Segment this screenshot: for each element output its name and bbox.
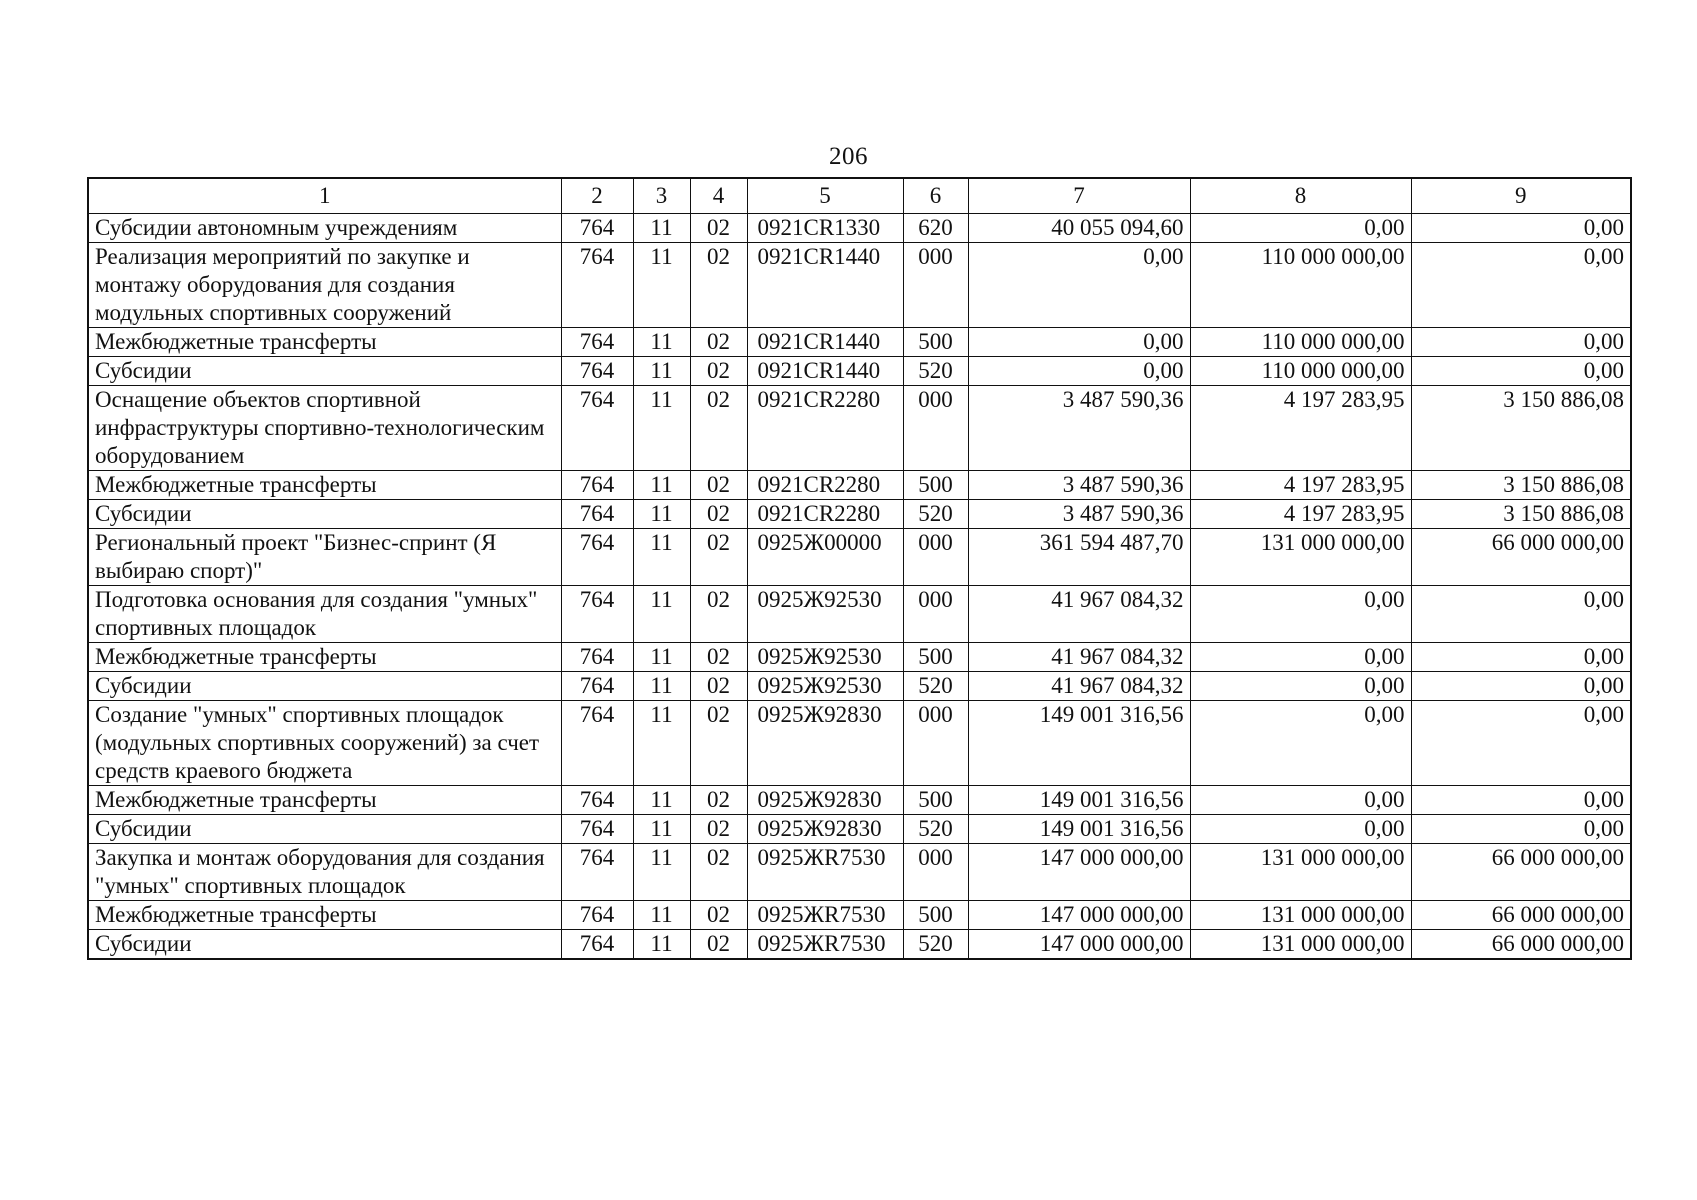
row-amount-cell: 110 000 000,00 [1190, 243, 1411, 328]
row-name-cell: Региональный проект "Бизнес-спринт (Я выбираю спорт)" [88, 529, 561, 586]
row-name-cell: Субсидии [88, 672, 561, 701]
table-body [88, 214, 1631, 960]
row-code-cell: 764 [561, 386, 633, 471]
table-row [88, 586, 1631, 643]
row-amount-cell: 0,00 [968, 243, 1190, 328]
header-cell: 5 [747, 178, 903, 214]
table-row [88, 901, 1631, 930]
row-code-cell: 0921CR1440 [747, 328, 903, 357]
table-row [88, 214, 1631, 243]
row-amount-cell: 0,00 [1190, 672, 1411, 701]
table-row [88, 815, 1631, 844]
row-amount-cell: 0,00 [1190, 815, 1411, 844]
row-code-cell: 02 [690, 815, 747, 844]
row-code-cell: 11 [633, 500, 690, 529]
row-code-cell: 02 [690, 930, 747, 960]
row-code-cell: 500 [903, 786, 968, 815]
table-row [88, 701, 1631, 786]
row-code-cell: 02 [690, 701, 747, 786]
row-code-cell: 0921CR1440 [747, 357, 903, 386]
row-code-cell: 11 [633, 529, 690, 586]
row-amount-cell: 0,00 [1411, 328, 1631, 357]
row-code-cell: 764 [561, 901, 633, 930]
row-amount-cell: 3 487 590,36 [968, 386, 1190, 471]
row-code-cell: 02 [690, 672, 747, 701]
row-amount-cell: 0,00 [1190, 786, 1411, 815]
row-code-cell: 11 [633, 844, 690, 901]
row-amount-cell: 0,00 [1190, 701, 1411, 786]
row-code-cell: 520 [903, 500, 968, 529]
row-code-cell: 0925Ж92530 [747, 586, 903, 643]
row-code-cell: 11 [633, 214, 690, 243]
row-code-cell: 11 [633, 386, 690, 471]
table-row [88, 471, 1631, 500]
header-cell: 7 [968, 178, 1190, 214]
row-amount-cell: 41 967 084,32 [968, 586, 1190, 643]
header-row [88, 178, 1631, 214]
row-code-cell: 02 [690, 901, 747, 930]
row-code-cell: 0925Ж92830 [747, 815, 903, 844]
row-name-cell: Межбюджетные трансферты [88, 786, 561, 815]
row-code-cell: 620 [903, 214, 968, 243]
row-code-cell: 0921CR1330 [747, 214, 903, 243]
row-amount-cell: 3 150 886,08 [1411, 386, 1631, 471]
row-code-cell: 764 [561, 815, 633, 844]
row-amount-cell: 3 487 590,36 [968, 471, 1190, 500]
row-code-cell: 02 [690, 844, 747, 901]
row-amount-cell: 4 197 283,95 [1190, 386, 1411, 471]
row-amount-cell: 40 055 094,60 [968, 214, 1190, 243]
row-amount-cell: 66 000 000,00 [1411, 844, 1631, 901]
header-cell: 1 [88, 178, 561, 214]
row-amount-cell: 0,00 [1190, 214, 1411, 243]
table-row [88, 500, 1631, 529]
row-amount-cell: 0,00 [968, 328, 1190, 357]
row-amount-cell: 0,00 [968, 357, 1190, 386]
row-name-cell: Межбюджетные трансферты [88, 901, 561, 930]
row-code-cell: 500 [903, 328, 968, 357]
row-name-cell: Субсидии автономным учреждениям [88, 214, 561, 243]
table-row [88, 930, 1631, 960]
row-code-cell: 0925Ж92830 [747, 786, 903, 815]
row-code-cell: 000 [903, 243, 968, 328]
row-code-cell: 500 [903, 471, 968, 500]
row-code-cell: 764 [561, 930, 633, 960]
row-code-cell: 764 [561, 243, 633, 328]
row-code-cell: 0925Ж00000 [747, 529, 903, 586]
row-name-cell: Оснащение объектов спортивной инфраструктуры спортивно-технологическим оборудованием [88, 386, 561, 471]
header-cell: 2 [561, 178, 633, 214]
row-amount-cell: 149 001 316,56 [968, 701, 1190, 786]
row-code-cell: 764 [561, 214, 633, 243]
row-code-cell: 0921CR1440 [747, 243, 903, 328]
row-code-cell: 000 [903, 386, 968, 471]
row-code-cell: 520 [903, 357, 968, 386]
row-amount-cell: 66 000 000,00 [1411, 901, 1631, 930]
row-amount-cell: 147 000 000,00 [968, 901, 1190, 930]
row-amount-cell: 0,00 [1411, 672, 1631, 701]
page-number: 206 [829, 143, 868, 170]
row-name-cell: Межбюджетные трансферты [88, 643, 561, 672]
table-row [88, 786, 1631, 815]
row-code-cell: 11 [633, 471, 690, 500]
table-row [88, 643, 1631, 672]
row-code-cell: 02 [690, 243, 747, 328]
row-code-cell: 764 [561, 500, 633, 529]
row-amount-cell: 41 967 084,32 [968, 672, 1190, 701]
row-amount-cell: 361 594 487,70 [968, 529, 1190, 586]
row-code-cell: 11 [633, 643, 690, 672]
row-code-cell: 764 [561, 672, 633, 701]
row-amount-cell: 3 150 886,08 [1411, 500, 1631, 529]
table-row [88, 243, 1631, 328]
row-name-cell: Межбюджетные трансферты [88, 471, 561, 500]
row-amount-cell: 3 150 886,08 [1411, 471, 1631, 500]
row-amount-cell: 149 001 316,56 [968, 815, 1190, 844]
row-code-cell: 0921CR2280 [747, 386, 903, 471]
row-amount-cell: 110 000 000,00 [1190, 357, 1411, 386]
row-name-cell: Подготовка основания для создания "умных" спортивных площадок [88, 586, 561, 643]
row-code-cell: 764 [561, 701, 633, 786]
row-code-cell: 02 [690, 786, 747, 815]
row-code-cell: 11 [633, 930, 690, 960]
row-code-cell: 500 [903, 901, 968, 930]
row-amount-cell: 0,00 [1411, 214, 1631, 243]
row-amount-cell: 149 001 316,56 [968, 786, 1190, 815]
row-amount-cell: 0,00 [1190, 586, 1411, 643]
row-amount-cell: 0,00 [1411, 243, 1631, 328]
row-amount-cell: 131 000 000,00 [1190, 901, 1411, 930]
header-cell: 6 [903, 178, 968, 214]
header-cell: 8 [1190, 178, 1411, 214]
row-code-cell: 11 [633, 901, 690, 930]
row-amount-cell: 0,00 [1411, 357, 1631, 386]
row-code-cell: 000 [903, 701, 968, 786]
row-amount-cell: 4 197 283,95 [1190, 500, 1411, 529]
row-name-cell: Субсидии [88, 357, 561, 386]
row-amount-cell: 3 487 590,36 [968, 500, 1190, 529]
row-amount-cell: 0,00 [1190, 643, 1411, 672]
table-row [88, 328, 1631, 357]
row-code-cell: 02 [690, 357, 747, 386]
row-amount-cell: 147 000 000,00 [968, 844, 1190, 901]
row-code-cell: 764 [561, 529, 633, 586]
table-row [88, 844, 1631, 901]
row-code-cell: 500 [903, 643, 968, 672]
table-row [88, 386, 1631, 471]
row-amount-cell: 131 000 000,00 [1190, 930, 1411, 960]
row-name-cell: Субсидии [88, 930, 561, 960]
row-code-cell: 000 [903, 844, 968, 901]
row-code-cell: 02 [690, 500, 747, 529]
budget-table [87, 177, 1632, 960]
row-name-cell: Межбюджетные трансферты [88, 328, 561, 357]
row-code-cell: 02 [690, 529, 747, 586]
row-amount-cell: 41 967 084,32 [968, 643, 1190, 672]
row-code-cell: 02 [690, 214, 747, 243]
row-name-cell: Субсидии [88, 500, 561, 529]
table-row [88, 672, 1631, 701]
row-code-cell: 764 [561, 328, 633, 357]
row-code-cell: 0925ЖR7530 [747, 844, 903, 901]
row-code-cell: 764 [561, 844, 633, 901]
row-code-cell: 11 [633, 357, 690, 386]
row-amount-cell: 0,00 [1411, 786, 1631, 815]
row-amount-cell: 147 000 000,00 [968, 930, 1190, 960]
row-code-cell: 0925ЖR7530 [747, 930, 903, 960]
row-code-cell: 11 [633, 786, 690, 815]
row-amount-cell: 0,00 [1411, 701, 1631, 786]
row-amount-cell: 66 000 000,00 [1411, 529, 1631, 586]
row-amount-cell: 131 000 000,00 [1190, 529, 1411, 586]
row-code-cell: 0925Ж92530 [747, 672, 903, 701]
row-code-cell: 764 [561, 586, 633, 643]
row-amount-cell: 0,00 [1411, 815, 1631, 844]
row-amount-cell: 66 000 000,00 [1411, 930, 1631, 960]
header-cell: 3 [633, 178, 690, 214]
row-code-cell: 000 [903, 529, 968, 586]
row-name-cell: Субсидии [88, 815, 561, 844]
row-code-cell: 0925ЖR7530 [747, 901, 903, 930]
row-amount-cell: 131 000 000,00 [1190, 844, 1411, 901]
row-code-cell: 764 [561, 357, 633, 386]
row-code-cell: 764 [561, 643, 633, 672]
row-name-cell: Создание "умных" спортивных площадок (модульных спортивных сооружений) за счет средств краевого бюджета [88, 701, 561, 786]
row-code-cell: 11 [633, 243, 690, 328]
row-code-cell: 764 [561, 471, 633, 500]
row-code-cell: 0921CR2280 [747, 500, 903, 529]
row-code-cell: 11 [633, 672, 690, 701]
row-code-cell: 02 [690, 586, 747, 643]
row-amount-cell: 0,00 [1411, 586, 1631, 643]
row-amount-cell: 110 000 000,00 [1190, 328, 1411, 357]
row-code-cell: 11 [633, 586, 690, 643]
row-code-cell: 520 [903, 672, 968, 701]
header-cell: 4 [690, 178, 747, 214]
row-code-cell: 02 [690, 643, 747, 672]
row-code-cell: 02 [690, 328, 747, 357]
row-code-cell: 11 [633, 328, 690, 357]
row-code-cell: 0921CR2280 [747, 471, 903, 500]
row-code-cell: 0925Ж92830 [747, 701, 903, 786]
table-row [88, 357, 1631, 386]
row-amount-cell: 4 197 283,95 [1190, 471, 1411, 500]
row-code-cell: 000 [903, 586, 968, 643]
row-code-cell: 764 [561, 786, 633, 815]
row-code-cell: 11 [633, 815, 690, 844]
table-row [88, 529, 1631, 586]
row-code-cell: 02 [690, 471, 747, 500]
row-amount-cell: 0,00 [1411, 643, 1631, 672]
row-code-cell: 520 [903, 815, 968, 844]
header-cell: 9 [1411, 178, 1631, 214]
row-code-cell: 02 [690, 386, 747, 471]
row-name-cell: Закупка и монтаж оборудования для создания "умных" спортивных площадок [88, 844, 561, 901]
row-code-cell: 11 [633, 701, 690, 786]
row-name-cell: Реализация мероприятий по закупке и монтажу оборудования для создания модульных спортивных сооружений [88, 243, 561, 328]
row-code-cell: 0925Ж92530 [747, 643, 903, 672]
row-code-cell: 520 [903, 930, 968, 960]
